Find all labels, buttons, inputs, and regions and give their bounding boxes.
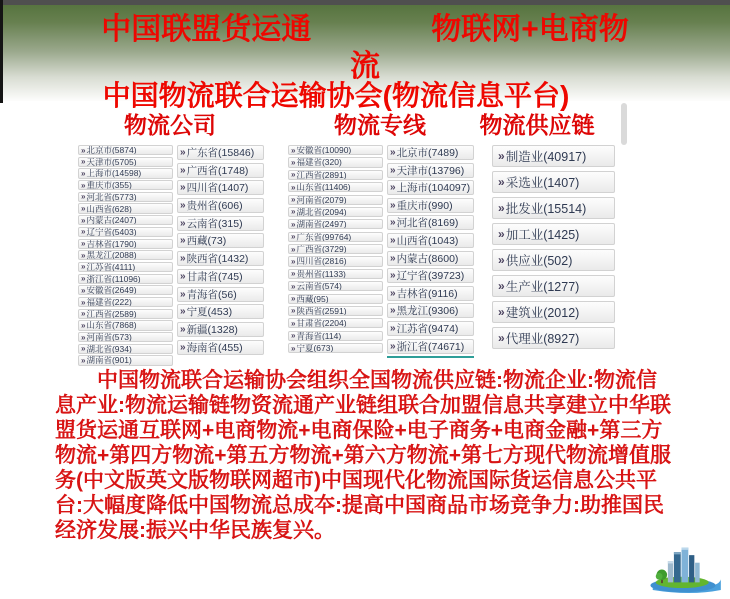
list-item-label: 天津市(5705) <box>86 156 137 167</box>
companies-right-list <box>177 145 264 357</box>
double-chevron-icon: » <box>81 227 86 237</box>
double-chevron-icon: » <box>180 270 186 282</box>
list-item-label: 建筑业(2012) <box>505 306 580 320</box>
list-item-label: 河北省(5773) <box>86 191 137 202</box>
list-item-label: 采选业(1407) <box>505 176 580 190</box>
companies-left-list <box>78 145 173 367</box>
double-chevron-icon: » <box>81 239 86 249</box>
list-item[interactable] <box>492 327 615 349</box>
list-item[interactable] <box>492 197 615 219</box>
list-item-label: 供应业(502) <box>505 254 573 268</box>
list-item[interactable] <box>78 285 173 295</box>
list-item-label: 西藏(95) <box>296 293 329 304</box>
list-item[interactable] <box>288 331 383 341</box>
list-item-label: 辽宁省(5403) <box>86 226 137 237</box>
scrollbar-thumb[interactable] <box>621 103 627 145</box>
list-item-label: 上海市(104097) <box>396 182 471 195</box>
list-item-label: 天津市(13796) <box>396 164 465 177</box>
list-item[interactable] <box>177 216 264 231</box>
double-chevron-icon: » <box>81 145 86 155</box>
double-chevron-icon: » <box>291 281 296 291</box>
list-item-label: 批发业(15514) <box>505 202 587 216</box>
list-item-label: 内蒙古(2407) <box>86 215 137 226</box>
list-item[interactable] <box>288 318 383 328</box>
list-item-label: 湖北省(2094) <box>296 206 347 217</box>
list-item[interactable] <box>78 309 173 319</box>
list-item[interactable] <box>492 249 615 271</box>
double-chevron-icon: » <box>180 235 186 247</box>
list-item-label: 湖北省(934) <box>86 343 132 354</box>
list-item-label: 山西省(1043) <box>396 234 459 247</box>
double-chevron-icon: » <box>498 331 505 345</box>
list-item-label: 云南省(574) <box>296 281 342 292</box>
list-item[interactable] <box>492 171 615 193</box>
double-chevron-icon: » <box>390 199 396 211</box>
double-chevron-icon: » <box>390 252 396 264</box>
list-item-label: 吉林省(9116) <box>396 287 458 300</box>
double-chevron-icon: » <box>291 170 296 180</box>
list-item-label: 江苏省(4111) <box>86 261 136 272</box>
list-item[interactable] <box>78 203 173 213</box>
column-header-logistics-companies: 物流公司 <box>124 112 216 138</box>
double-chevron-icon: » <box>291 343 296 353</box>
list-item-label: 内蒙古(8600) <box>396 252 459 265</box>
list-item[interactable] <box>288 244 383 254</box>
list-item-label: 湖南省(2497) <box>296 219 347 230</box>
list-item-label: 加工业(1425) <box>505 228 580 242</box>
double-chevron-icon: » <box>180 323 186 335</box>
double-chevron-icon: » <box>81 180 86 190</box>
lines-left-list <box>288 145 383 355</box>
double-chevron-icon: » <box>291 195 296 205</box>
list-item-label: 山东省(7868) <box>86 320 137 331</box>
double-chevron-icon: » <box>390 305 396 317</box>
list-item[interactable] <box>387 145 474 160</box>
double-chevron-icon: » <box>180 164 186 176</box>
list-item[interactable] <box>387 163 474 178</box>
list-item-label: 甘肃省(745) <box>186 270 243 283</box>
list-item-label: 重庆市(990) <box>396 199 453 212</box>
list-item-label: 宁夏(453) <box>186 306 233 319</box>
double-chevron-icon: » <box>291 269 296 279</box>
list-item-label: 新疆(1328) <box>186 323 238 336</box>
window-top-bar <box>0 0 730 5</box>
list-item-label: 上海市(14598) <box>86 168 142 179</box>
list-item[interactable] <box>288 281 383 291</box>
double-chevron-icon: » <box>81 332 86 342</box>
double-chevron-icon: » <box>180 217 186 229</box>
double-chevron-icon: » <box>291 294 296 304</box>
list-item[interactable] <box>387 286 474 301</box>
list-item[interactable] <box>177 269 264 284</box>
double-chevron-icon: » <box>180 306 186 318</box>
list-item[interactable] <box>387 268 474 283</box>
list-item-label: 贵州省(1133) <box>296 268 346 279</box>
list-item[interactable] <box>78 250 173 260</box>
double-chevron-icon: » <box>81 168 86 178</box>
list-item-label: 山西省(628) <box>86 203 132 214</box>
list-item-label: 河南省(2079) <box>296 194 347 205</box>
double-chevron-icon: » <box>390 164 396 176</box>
double-chevron-icon: » <box>390 234 396 246</box>
double-chevron-icon: » <box>180 253 186 265</box>
list-item[interactable] <box>78 355 173 365</box>
list-item[interactable] <box>177 287 264 302</box>
list-item-label: 广东省(15846) <box>186 147 255 159</box>
list-item[interactable] <box>78 297 173 307</box>
double-chevron-icon: » <box>390 147 396 158</box>
list-item-label: 生产业(1277) <box>505 280 580 294</box>
list-item[interactable] <box>288 269 383 279</box>
list-item[interactable] <box>387 215 474 230</box>
lines-right-list <box>387 145 474 358</box>
double-chevron-icon: » <box>81 215 86 225</box>
double-chevron-icon: » <box>291 182 296 192</box>
double-chevron-icon: » <box>291 207 296 217</box>
list-item-label: 宁夏(673) <box>296 343 334 354</box>
double-chevron-icon: » <box>81 250 86 260</box>
double-chevron-icon: » <box>390 340 396 352</box>
list-item-label: 海南省(455) <box>186 341 243 354</box>
list-item[interactable] <box>78 332 173 342</box>
list-item-label: 江西省(2891) <box>296 169 347 180</box>
list-item[interactable] <box>387 321 474 336</box>
double-chevron-icon: » <box>81 274 86 284</box>
list-item[interactable] <box>387 233 474 248</box>
list-item[interactable] <box>492 145 615 167</box>
double-chevron-icon: » <box>81 204 86 214</box>
double-chevron-icon: » <box>291 331 296 341</box>
list-item-label: 浙江省(74671) <box>396 340 465 353</box>
banner-title: 中国联盟货运通 物联网+电商物流 <box>101 13 629 83</box>
city-island-logo <box>645 540 721 596</box>
list-item[interactable] <box>492 301 615 323</box>
list-item-label: 辽宁省(39723) <box>396 270 465 283</box>
list-item[interactable] <box>177 322 264 337</box>
list-item[interactable] <box>78 180 173 190</box>
page-title: 中国物流联合运输协会(物流信息平台) <box>102 80 570 111</box>
list-item[interactable] <box>177 233 264 248</box>
list-item-label: 青海省(114) <box>296 330 342 341</box>
double-chevron-icon: » <box>180 182 186 194</box>
list-item[interactable] <box>288 157 383 167</box>
list-item[interactable] <box>387 198 474 213</box>
list-item-label: 云南省(315) <box>186 217 243 230</box>
list-item-label: 广西省(3729) <box>296 244 347 255</box>
list-item[interactable] <box>177 163 264 178</box>
list-item-label: 代理业(8927) <box>505 332 580 346</box>
teal-divider <box>387 356 474 358</box>
double-chevron-icon: » <box>81 262 86 272</box>
list-item-label: 四川省(2816) <box>296 256 347 267</box>
double-chevron-icon: » <box>498 175 505 189</box>
double-chevron-icon: » <box>291 256 296 266</box>
double-chevron-icon: » <box>390 217 396 229</box>
list-item-label: 陕西省(2591) <box>296 305 347 316</box>
double-chevron-icon: » <box>291 306 296 316</box>
list-item-label: 甘肃省(2204) <box>296 318 347 329</box>
list-item[interactable] <box>288 145 383 155</box>
double-chevron-icon: » <box>81 309 86 319</box>
double-chevron-icon: » <box>390 322 396 334</box>
list-item[interactable] <box>288 306 383 316</box>
list-item-label: 广西省(1748) <box>186 164 249 177</box>
double-chevron-icon: » <box>291 232 296 242</box>
list-item[interactable] <box>78 215 173 225</box>
list-item-label: 黑龙江(2088) <box>86 250 137 261</box>
column-header-logistics-lines: 物流专线 <box>334 112 426 138</box>
list-item[interactable] <box>78 157 173 167</box>
list-item[interactable] <box>288 182 383 192</box>
list-item[interactable] <box>387 251 474 266</box>
list-item-label: 安徽省(10090) <box>296 145 352 156</box>
list-item[interactable] <box>492 223 615 245</box>
list-item[interactable] <box>492 275 615 297</box>
list-item[interactable] <box>288 294 383 304</box>
list-item-label: 贵州省(606) <box>186 200 243 213</box>
list-item[interactable] <box>177 145 264 160</box>
list-item[interactable] <box>288 219 383 229</box>
list-item[interactable] <box>288 170 383 180</box>
list-item-label: 四川省(1407) <box>186 182 249 195</box>
double-chevron-icon: » <box>81 355 86 365</box>
list-item[interactable] <box>177 251 264 266</box>
list-item-label: 北京市(5874) <box>86 145 137 156</box>
double-chevron-icon: » <box>390 287 396 299</box>
list-item[interactable] <box>78 227 173 237</box>
double-chevron-icon: » <box>81 157 86 167</box>
double-chevron-icon: » <box>81 192 86 202</box>
list-item-label: 制造业(40917) <box>505 150 587 164</box>
list-item[interactable] <box>387 339 474 354</box>
list-item[interactable] <box>78 239 173 249</box>
list-item[interactable] <box>288 195 383 205</box>
list-item-label: 陕西省(1432) <box>186 253 249 266</box>
list-item-label: 黑龙江(9306) <box>396 305 459 318</box>
list-item-label: 吉林省(1790) <box>86 238 137 249</box>
double-chevron-icon: » <box>291 318 296 328</box>
double-chevron-icon: » <box>498 253 505 267</box>
list-item[interactable] <box>78 168 173 178</box>
list-item-label: 青海省(56) <box>186 288 237 301</box>
double-chevron-icon: » <box>291 145 296 155</box>
list-item[interactable] <box>387 180 474 195</box>
double-chevron-icon: » <box>390 270 396 282</box>
list-item-label: 浙江省(11096) <box>86 273 141 284</box>
double-chevron-icon: » <box>180 341 186 353</box>
list-item-label: 重庆市(355) <box>86 180 132 191</box>
list-item[interactable] <box>177 340 264 355</box>
list-item-label: 河南省(573) <box>86 332 132 343</box>
list-item-label: 江苏省(9474) <box>396 322 459 335</box>
list-item[interactable] <box>177 198 264 213</box>
list-item-label: 山东省(11406) <box>296 182 351 193</box>
list-item-label: 福建省(222) <box>86 297 132 308</box>
list-item[interactable] <box>78 262 173 272</box>
double-chevron-icon: » <box>180 288 186 300</box>
double-chevron-icon: » <box>498 279 505 293</box>
list-item-label: 湖南省(901) <box>86 355 132 366</box>
list-item[interactable] <box>288 343 383 353</box>
double-chevron-icon: » <box>291 244 296 254</box>
double-chevron-icon: » <box>291 219 296 229</box>
list-item[interactable] <box>177 180 264 195</box>
list-item[interactable] <box>288 256 383 266</box>
double-chevron-icon: » <box>498 227 505 241</box>
list-item-label: 河北省(8169) <box>396 217 459 230</box>
list-item-label: 江西省(2589) <box>86 308 137 319</box>
list-item[interactable] <box>78 145 173 155</box>
list-item-label: 广东省(99764) <box>296 231 352 242</box>
double-chevron-icon: » <box>180 200 186 212</box>
column-header-supply-chain: 物流供应链 <box>479 112 595 138</box>
double-chevron-icon: » <box>180 147 186 158</box>
list-item[interactable] <box>78 274 173 284</box>
list-item[interactable] <box>387 303 474 318</box>
list-item[interactable] <box>78 192 173 202</box>
description-paragraph: 中国物流联合运输协会组织全国物流供应链:物流企业:物流信息产业:物流运输链物资流通产业链组联合加盟信息共享建立中华联盟货运通互联网+电商物流+电商保险+电子商务+电商金融+第三方物流+第四方物流+第五方物流+第六方物流+第七方现代物流增值服务(中文版英文版物联网超市)中国现代化物流国际货运信息公共平台:大幅度降低中国物流总成夲:提高中国商品市场竞争力:助推国民经济发展:振兴中华民族复兴。 <box>55 369 672 542</box>
double-chevron-icon: » <box>291 157 296 167</box>
list-item-label: 安徽省(2649) <box>86 285 137 296</box>
list-item[interactable] <box>288 232 383 242</box>
double-chevron-icon: » <box>81 285 86 295</box>
double-chevron-icon: » <box>81 297 86 307</box>
double-chevron-icon: » <box>498 149 505 163</box>
list-item[interactable] <box>78 320 173 330</box>
list-item[interactable] <box>177 304 264 319</box>
double-chevron-icon: » <box>81 344 86 354</box>
list-item-label: 北京市(7489) <box>396 147 459 159</box>
list-item[interactable] <box>288 207 383 217</box>
region-lists <box>0 143 730 371</box>
double-chevron-icon: » <box>498 305 505 319</box>
double-chevron-icon: » <box>498 201 505 215</box>
supply-chain-list <box>492 145 615 353</box>
list-item-label: 福建省(320) <box>296 157 342 168</box>
double-chevron-icon: » <box>390 182 396 194</box>
double-chevron-icon: » <box>81 320 86 330</box>
list-item-label: 西藏(73) <box>186 235 227 248</box>
list-item[interactable] <box>78 344 173 354</box>
